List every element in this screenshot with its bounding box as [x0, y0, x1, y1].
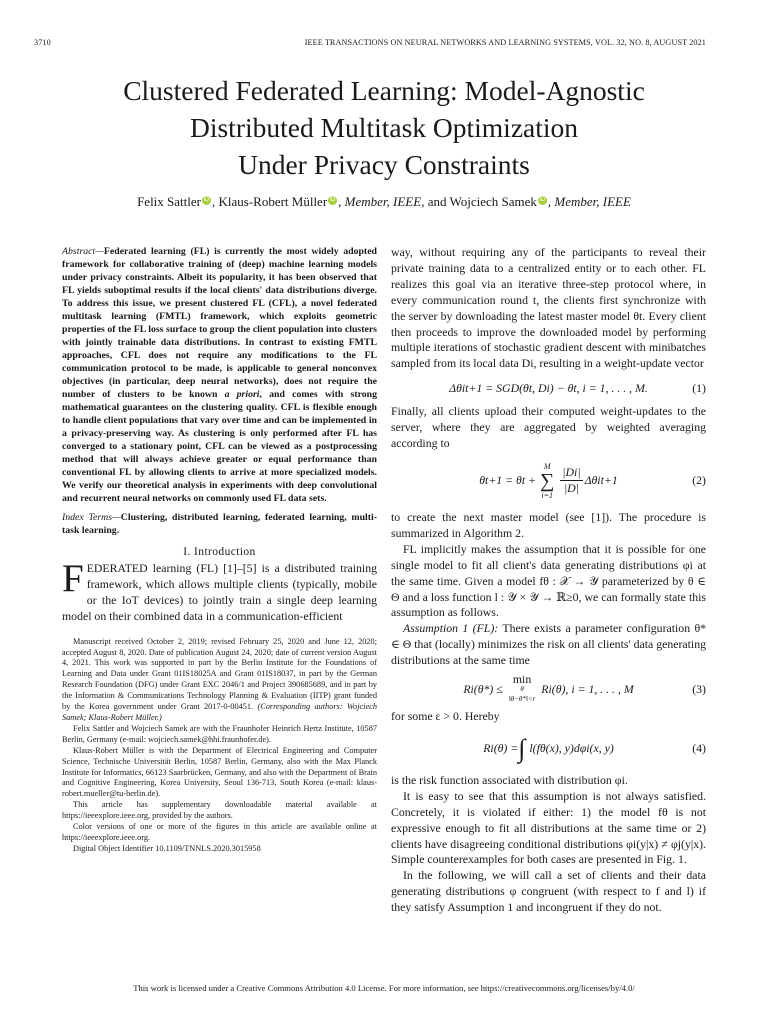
fraction: $\frac{|Di|}{|D|}$ [562, 465, 581, 496]
footnote-supplementary: This article has supplementary downloadable material available at https://ieeexplore.ieee.org, provided by the authors. [62, 800, 377, 821]
paragraph: It is easy to see that this assumption is not always satisfied. Concretely, it is violated if either: 1) the model fθ is not expressive enough to fit all distributions at the same time or 2) clients have disagreeing conditional distributions φi(y|x) ≠ φj(y|x). Simple counterexamples for both cases are presented in Fig. 1. [391, 788, 706, 867]
summation: M ∑ i=1 [540, 461, 555, 500]
integral: ∫ [518, 733, 526, 763]
orcid-icon[interactable]: iD [203, 196, 210, 203]
drop-cap: F [62, 557, 84, 600]
footnote-received: Manuscript received October 2, 2019; revised February 25, 2020 and June 12, 2020; accepted August 8, 2020. Date of publication August 24, 2020; date of current version August 4, 2021. This work was supported in part by the Berlin Institute for the Foundations of Learning and Data under Grant 01IS18025A and Grant 01IS18037, in part by the German Research Foundation (DFG) under Grant EXC 2046/1 and Project 390685689, and in part by the Information & Communications Technology Planning & Evaluation (IITP) grant funded by the Korea government under Grant 2017-0-00451. (Corresponding authors: Wojciech Samek; Klaus-Robert Müller.) [62, 636, 378, 722]
running-header [34, 38, 706, 47]
equation-3: Ri(θ*) ≤ min θ ‖θ−θ*‖<r Ri(θ), i = 1, . . . , M (3) [463, 672, 706, 704]
title-line-2: Distributed Multitask Optimization [189, 112, 579, 143]
author-role: Member, IEEE [344, 194, 422, 209]
author-line: Felix Sattler iD , Klaus-Robert Müller iD , Member, IEEE, and Wojciech Samek iD , Member, IEEE [137, 194, 631, 209]
section-heading: I. Introduction [183, 546, 256, 558]
assumption: Assumption 1 (FL): There exists a parameter configuration θ* ∈ Θ that (locally) minimizes the risk on all clients' data generating distributions at the same time [391, 621, 706, 668]
orcid-icon[interactable]: iD [329, 196, 336, 203]
paragraph: way, without requiring any of the participants to reveal their private training data to a centralized entity or to each other. FL realizes this goal via an iterative three-step protocol where, in every communication round t, the clients first synchronize with the server by downloading the latest master model θt. Every client then proceeds to improve the downloaded model by performing multiple iterations of stochastic gradient descent with minibatches sampled from its local data Di, resulting in a weight-update vector [391, 245, 706, 371]
title-line-1: Clustered Federated Learning: Model-Agnostic [123, 75, 645, 106]
author-name: Felix Sattler [137, 194, 201, 209]
title-line-3: Under Privacy Constraints [238, 149, 530, 180]
paragraph: is the risk function associated with distribution φi. [391, 772, 628, 787]
paragraph: In the following, we will call a set of clients and their data generating distributions φ congruent (with respect to f and l) if they satisfy Assumption 1 and incongruent if they do not. [391, 868, 706, 915]
equation-4: Ri(θ) = ∫ l(fθ(x), y)dφi(x, y) (4) [483, 733, 706, 763]
equation-number: (2) [692, 473, 706, 488]
footnote-affiliation: Felix Sattler and Wojciech Samek are with the Fraunhofer Heinrich Hertz Institute, 10587 Berlin, Germany (e-mail: wojciech.samek@hhi.fraunhofer.de). [62, 723, 377, 744]
paragraph: Finally, all clients upload their computed weight-updates to the server, where they are aggregated by weighted averaging according to [391, 404, 706, 451]
equation-number: (3) [692, 681, 706, 696]
equation-1: Δθit+1 = SGD(θt, Di) − θt, i = 1, . . . , M. (1) [449, 380, 706, 395]
footnote-doi: Digital Object Identifier 10.1109/TNNLS.2020.3015958 [73, 843, 261, 853]
equation-number: (1) [692, 380, 706, 395]
page-number: 3710 [34, 38, 51, 47]
footnotes [62, 637, 377, 855]
orcid-icon[interactable]: iD [539, 196, 546, 203]
paragraph: to create the next master model (see [1]). The procedure is summarized in Algorithm 2. [391, 509, 706, 540]
paragraph: for some ε > 0. Hereby [391, 709, 500, 724]
footnote-affiliation: Klaus-Robert Müller is with the Department of Electrical Engineering and Computer Science, Technische Universität Berlin, 10587 Berlin, Germany, also with the Max Planck Institute for Informatics, 66123 Saarbrücken, Germany, and also with the Department of Brain and Cognitive Engineering, Korea University, Seoul 136-713, South Korea (e-mail: klaus-robert.mueller@tu-berlin.de). [62, 745, 377, 799]
footnote-color: Color versions of one or more of the figures in this article are available online at https://ieeexplore.ieee.org. [62, 822, 377, 842]
author-name: Wojciech Samek [449, 194, 537, 209]
author-role: Member, IEEE [554, 194, 631, 209]
intro-paragraph: FEDERATED learning (FL) [1]–[5] is a distributed training framework, which allows multiple clients (typically, mobile or the IoT devices) to jointly train a single deep learning model on their combined data in a communication-efficient [62, 557, 377, 623]
paper-title [0, 72, 768, 183]
index-terms: Index Terms—Clustering, distributed learning, federated learning, multi-task learning. [62, 512, 377, 536]
equation-2: θt+1 = θt + M ∑ i=1 $\frac{|Di|}{|D|}$ Δθit+1 (2) [479, 461, 706, 500]
left-column [62, 245, 377, 855]
paragraph: FL implicitly makes the assumption that it is possible for one single model to fit all client's data generating distributions φi at the same time. Given a model fθ : 𝒳 → 𝒴 parameterized by θ ∈ Θ and a loss function l : 𝒴 × 𝒴 → ℝ≥0, we can formally state this assumption as follows. [391, 541, 706, 620]
journal-name: IEEE TRANSACTIONS ON NEURAL NETWORKS AND LEARNING SYSTEMS, VOL. 32, NO. 8, AUGUST 2021 [304, 38, 706, 47]
author-name: Klaus-Robert Müller [218, 194, 328, 209]
equation-number: (4) [692, 741, 706, 756]
min-operator: min θ ‖θ−θ*‖<r [508, 672, 536, 704]
license-notice: This work is licensed under a Creative Commons Attribution 4.0 License. For more information, see https://creativecommons.org/licenses/by/4.0/ [133, 983, 635, 993]
abstract: Abstract—Federated learning (FL) is currently the most widely adopted framework for collaborative training of (deep) machine learning models under privacy constraints. Albeit its popularity, it has been observed that FL yields suboptimal results if the local clients' data distributions diverge. To address this issue, we present clustered FL (CFL), a novel federated multitask learning (FMTL) framework, which exploits geometric properties of the FL loss surface to group the client population into clusters with jointly trainable data distributions. In contrast to existing FMTL approaches, CFL does not require any modifications to the FL communication protocol to be made, is applicable to general nonconvex objectives (in particular, deep neural networks), does not require the number of clusters to be known a priori, and comes with strong mathematical guarantees on the clustering quality. CFL is flexible enough to handle client populations that vary over time and can be implemented in a privacy-preserving way. As clustering is only performed after FL has converged to a stationary point, CFL can be viewed as a postprocessing method that will always achieve greater or equal performance than conventional FL by allowing clients to arrive at more specialized models. We verify our theoretical analysis in experiments with deep convolutional and recurrent neural networks on commonly used FL data sets. [62, 246, 377, 504]
right-column [391, 245, 706, 916]
